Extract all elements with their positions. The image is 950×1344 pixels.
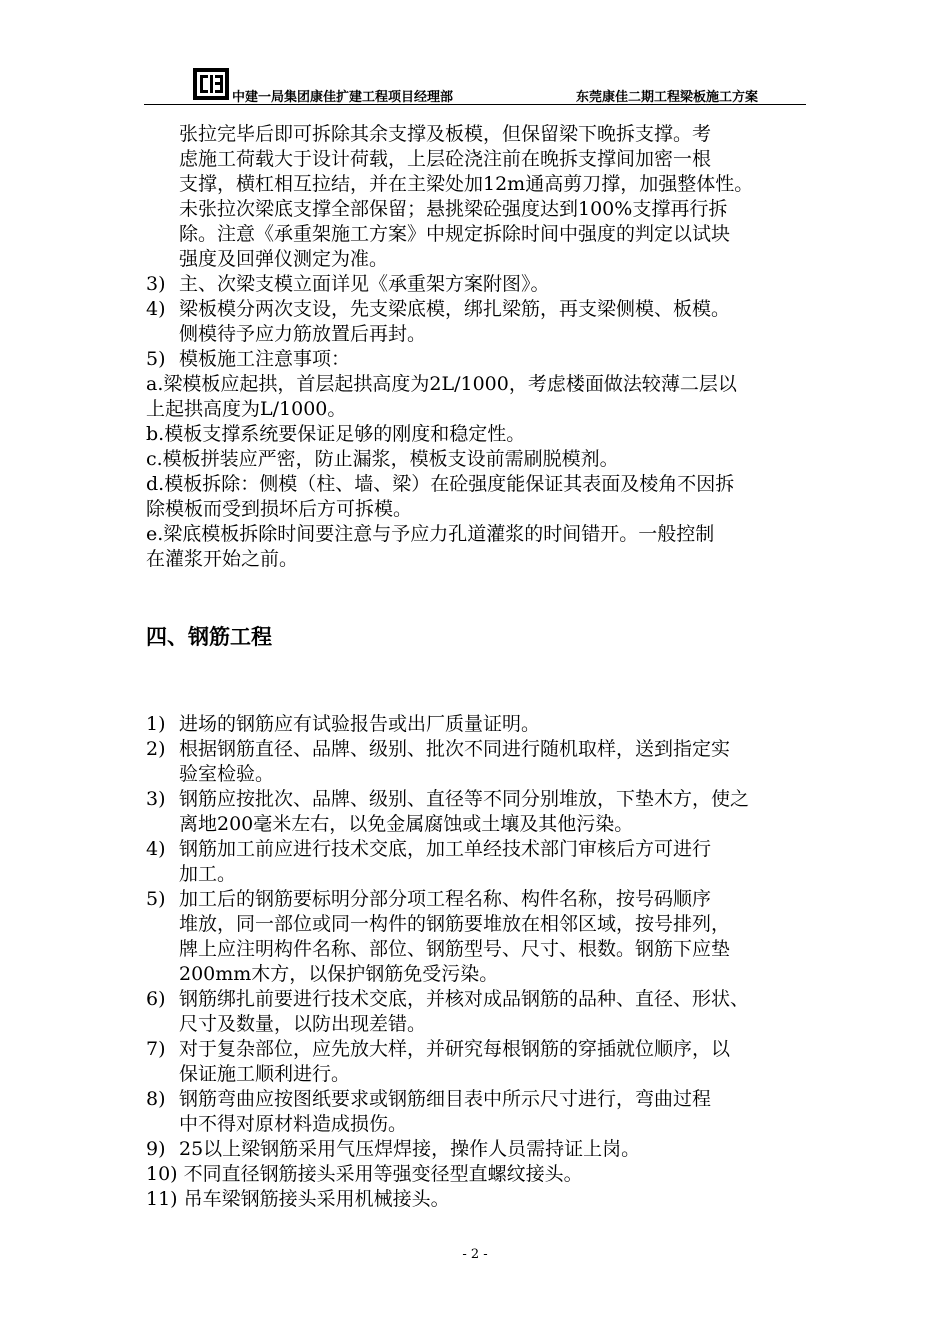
text-line: 加工后的钢筋要标明分部分项工程名称、构件名称，按号码顺序	[179, 888, 712, 910]
text-line: 模板施工注意事项：	[179, 348, 351, 370]
list-number: 4)	[146, 838, 166, 860]
list-item	[146, 1187, 826, 1212]
text-line: a.梁模板应起拱，首层起拱高度为2L/1000，考虑楼面做法较薄二层以	[146, 373, 737, 395]
text-line: 钢筋弯曲应按图纸要求或钢筋细目表中所示尺寸进行，弯曲过程	[179, 1088, 712, 1110]
note-item	[146, 447, 826, 472]
header-left-title: 中建一局集团康佳扩建工程项目经理部	[232, 90, 454, 105]
text-line: 虑施工荷载大于设计荷载，上层砼浇注前在晚拆支撑间加密一根	[179, 148, 712, 170]
list-item	[146, 347, 826, 372]
text-line: 牌上应注明构件名称、部位、钢筋型号、尺寸、根数。钢筋下应垫	[179, 938, 731, 960]
document-body	[146, 122, 826, 1212]
text-line: 加工。	[179, 863, 237, 885]
list-item	[146, 887, 826, 987]
text-line: 除。注意《承重架施工方案》中规定拆除时间中强度的判定以试块	[179, 223, 731, 245]
text-line: 未张拉次梁底支撑全部保留；悬挑梁砼强度达到100%支撑再行拆	[179, 198, 728, 220]
page-number: - 2 -	[462, 1247, 488, 1262]
text-line: c.模板拼装应严密，防止漏浆，模板支设前需刷脱模剂。	[146, 448, 619, 470]
text-line: 支撑，横杠相互拉结，并在主梁处加12m通高剪刀撑，加强整体性。	[179, 173, 754, 195]
note-item	[146, 522, 826, 572]
list-item	[146, 1162, 826, 1187]
list-item	[146, 712, 826, 737]
text-line: 25以上梁钢筋采用气压焊焊接，操作人员需持证上岗。	[179, 1138, 641, 1160]
list-number: 7)	[146, 1038, 166, 1060]
list-item	[146, 787, 826, 837]
header-right-title: 东莞康佳二期工程梁板施工方案	[575, 90, 758, 105]
list-item	[146, 987, 826, 1037]
list-number: 3)	[146, 273, 166, 295]
list-item	[146, 1037, 826, 1087]
text-line: d.模板拆除：侧模（柱、墙、梁）在砼强度能保证其表面及棱角不因拆	[146, 473, 735, 495]
text-line: 吊车梁钢筋接头采用机械接头。	[183, 1188, 450, 1210]
text-line: 主、次梁支模立面详见《承重架方案附图》。	[179, 273, 550, 295]
section-heading: 四、钢筋工程	[146, 625, 272, 649]
text-line: 不同直径钢筋接头采用等强变径型直螺纹接头。	[183, 1163, 583, 1185]
text-line: 验室检验。	[179, 763, 275, 785]
list-number: 9)	[146, 1138, 166, 1160]
formwork-notes	[146, 372, 826, 572]
text-line: e.梁底模板拆除时间要注意与予应力孔道灌浆的时间错开。一般控制	[146, 523, 715, 545]
list-number: 11)	[146, 1188, 184, 1210]
list-number: 2)	[146, 738, 166, 760]
text-line: 强度及回弹仪测定为准。	[179, 248, 389, 270]
list-number: 6)	[146, 988, 166, 1010]
list-number: 10)	[146, 1163, 184, 1185]
text-line: 对于复杂部位，应先放大样，并研究每根钢筋的穿插就位顺序，以	[179, 1038, 731, 1060]
rebar-list	[146, 712, 826, 1212]
page-header	[144, 64, 806, 105]
text-line: 钢筋加工前应进行技术交底，加工单经技术部门审核后方可进行	[179, 838, 712, 860]
text-line: 根据钢筋直径、品牌、级别、批次不同进行随机取样，送到指定实	[179, 738, 731, 760]
text-line: 尺寸及数量，以防出现差错。	[179, 1013, 427, 1035]
text-line: 200mm木方，以保护钢筋免受污染。	[179, 963, 499, 985]
note-item	[146, 372, 826, 422]
list-item	[146, 1087, 826, 1137]
text-line: 梁板模分两次支设，先支梁底模，绑扎梁筋，再支梁侧模、板模。	[179, 298, 731, 320]
text-line: b.模板支撑系统要保证足够的刚度和稳定性。	[146, 423, 526, 445]
list-item	[146, 297, 826, 347]
text-line: 张拉完毕后即可拆除其余支撑及板模，但保留梁下晚拆支撑。考	[179, 123, 712, 145]
company-logo-icon	[193, 68, 229, 100]
formwork-list	[146, 272, 826, 372]
text-line: 离地200毫米左右，以免金属腐蚀或土壤及其他污染。	[179, 813, 634, 835]
list-item	[146, 272, 826, 297]
note-item	[146, 422, 826, 447]
text-line: 在灌浆开始之前。	[146, 548, 299, 570]
note-item	[146, 472, 826, 522]
intro-paragraph	[146, 122, 826, 272]
text-line: 中不得对原材料造成损伤。	[179, 1113, 408, 1135]
list-item	[146, 837, 826, 887]
text-line: 钢筋绑扎前要进行技术交底，并核对成品钢筋的品种、直径、形状、	[179, 988, 750, 1010]
list-number: 5)	[146, 348, 166, 370]
text-line: 进场的钢筋应有试验报告或出厂质量证明。	[179, 713, 541, 735]
text-line: 钢筋应按批次、品牌、级别、直径等不同分别堆放，下垫木方，使之	[179, 788, 750, 810]
list-number: 1)	[146, 713, 166, 735]
list-item	[146, 737, 826, 787]
text-line: 堆放，同一部位或同一构件的钢筋要堆放在相邻区域，按号排列，	[179, 913, 731, 935]
list-item	[146, 1137, 826, 1162]
list-number: 8)	[146, 1088, 166, 1110]
text-line: 上起拱高度为L/1000。	[146, 398, 347, 420]
list-number: 4)	[146, 298, 166, 320]
text-line: 侧模待予应力筋放置后再封。	[179, 323, 427, 345]
list-number: 5)	[146, 888, 166, 910]
list-number: 3)	[146, 788, 166, 810]
text-line: 除模板而受到损坏后方可拆模。	[146, 498, 413, 520]
text-line: 保证施工顺利进行。	[179, 1063, 351, 1085]
